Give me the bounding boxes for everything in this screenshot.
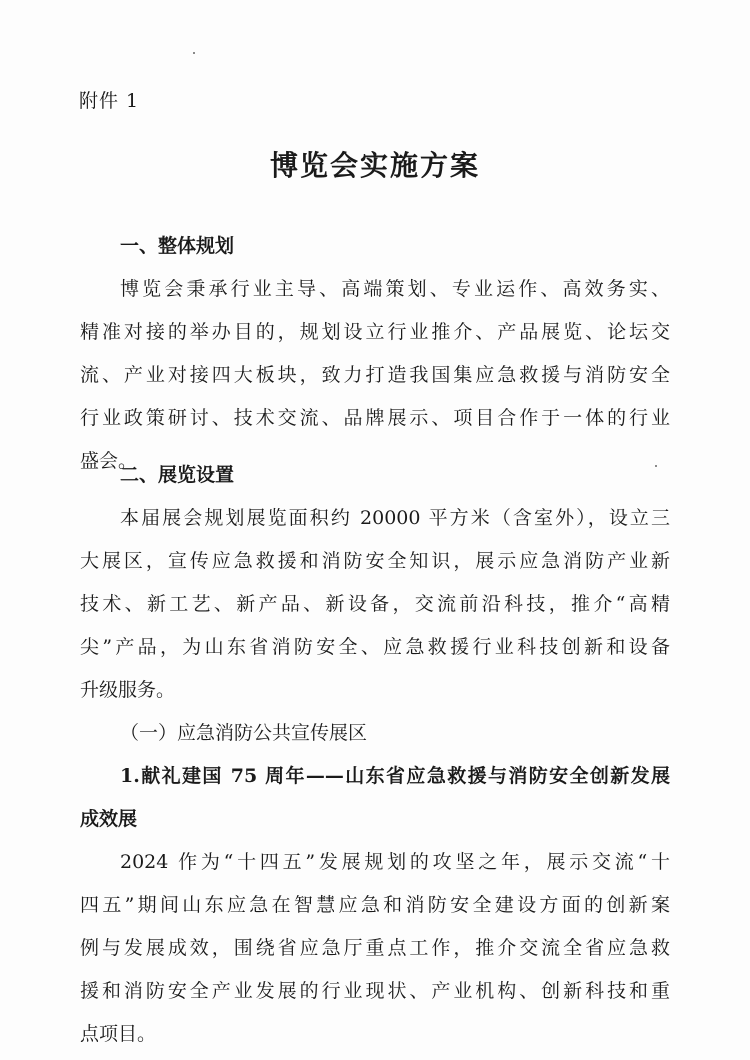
section-heading: 一、整体规划: [120, 235, 235, 257]
paragraph-line: 行业政策研讨、技术交流、品牌展示、项目合作于一体的行业: [80, 407, 670, 429]
item-heading-line: 1.献礼建国 75 周年——山东省应急救援与消防安全创新发展: [120, 765, 670, 787]
paragraph-line: 升级服务。: [80, 679, 176, 701]
item-heading-line: 成效展: [80, 808, 138, 830]
paragraph-line: 本届展会规划展览面积约 20000 平方米（含室外），设立三: [120, 507, 670, 529]
paragraph-line: 博览会秉承行业主导、高端策划、专业运作、高效务实、: [120, 278, 670, 300]
scan-speck: [655, 465, 657, 467]
paragraph-line: 盛会。: [80, 450, 138, 472]
paragraph-line: 尖”产品，为山东省消防安全、应急救援行业科技创新和设备: [80, 636, 670, 658]
document-title: 博览会实施方案: [269, 149, 480, 182]
attachment-label: 附件 1: [79, 90, 140, 112]
subsection-heading: （一）应急消防公共宣传展区: [120, 722, 368, 744]
paragraph-line: 点项目。: [80, 1023, 157, 1045]
paragraph-line: 例与发展成效，围绕省应急厅重点工作，推介交流全省应急救: [80, 937, 670, 959]
paragraph-line: 大展区，宣传应急救援和消防安全知识，展示应急消防产业新: [80, 550, 670, 572]
paragraph-line: 援和消防安全产业发展的行业现状、产业机构、创新科技和重: [80, 980, 670, 1002]
paragraph-line: 流、产业对接四大板块，致力打造我国集应急救援与消防安全: [80, 364, 670, 386]
paragraph-line: 技术、新工艺、新产品、新设备，交流前沿科技，推介“高精: [80, 593, 670, 615]
scan-speck: [193, 52, 195, 54]
paragraph-line: 2024 作为“十四五”发展规划的攻坚之年，展示交流“十: [120, 851, 670, 873]
paragraph-line: 四五”期间山东应急在智慧应急和消防安全建设方面的创新案: [80, 894, 670, 916]
section-heading: 二、展览设置: [120, 464, 235, 486]
paragraph-line: 精准对接的举办目的，规划设立行业推介、产品展览、论坛交: [80, 321, 670, 343]
